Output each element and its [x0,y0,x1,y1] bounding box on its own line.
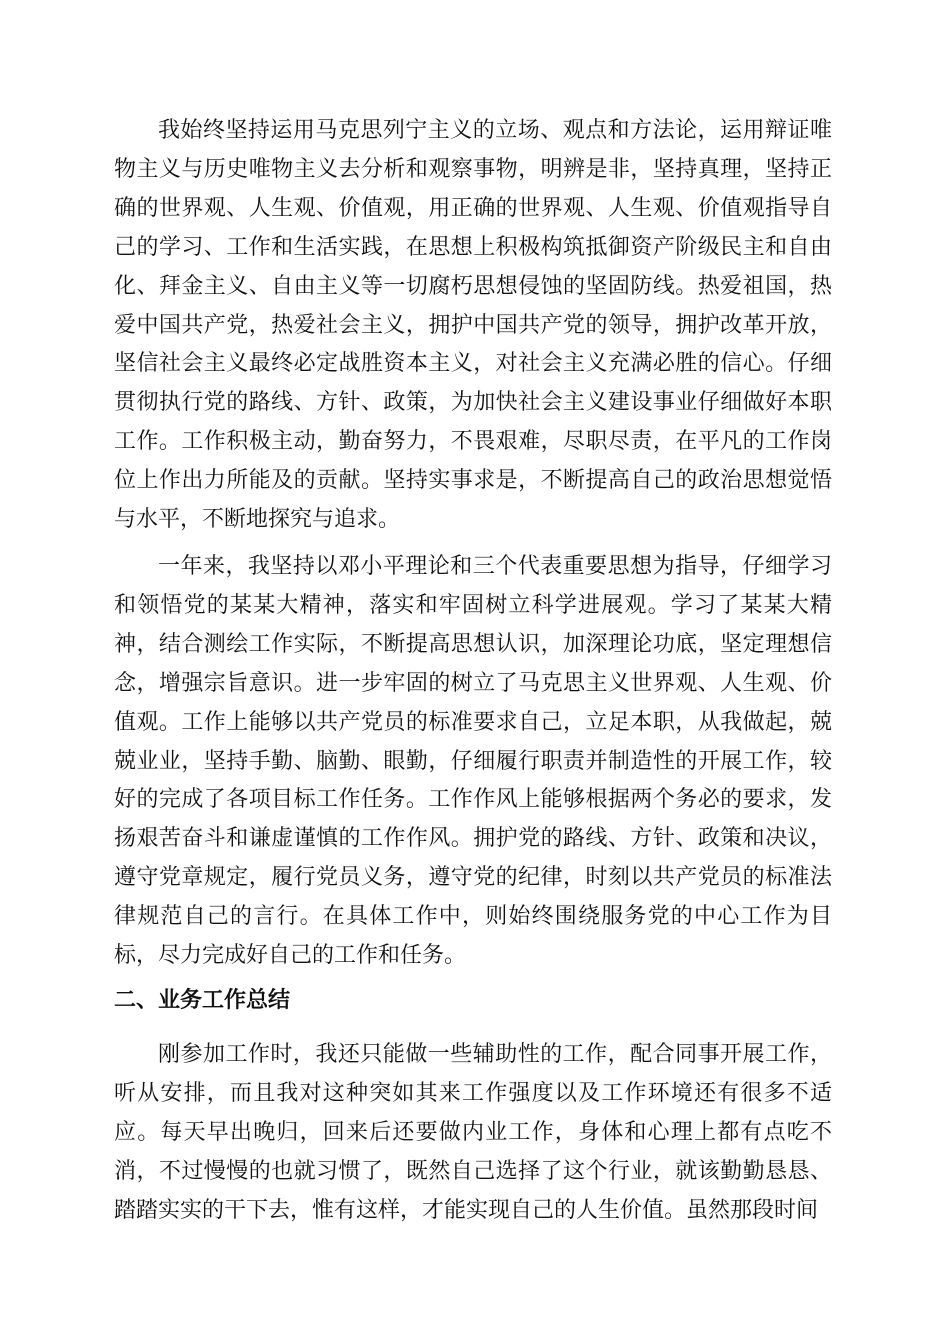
body-paragraph: 一年来，我坚持以邓小平理论和三个代表重要思想为指导，仔细学习和领悟党的某某大精神，落实和牢固树立科学进展观。学习了某某大精神，结合测绘工作实际，不断提高思想认识，加深理论功底，坚定理想信念，增强宗旨意识。进一步牢固的树立了马克思主义世界观、人生观、价值观。工作上能够以共产党员的标准要求自己，立足本职，从我做起，兢兢业业，坚持手勤、脑勤、眼勤，仔细履行职责并制造性的开展工作，较好的完成了各项目标工作任务。工作作风上能够根据两个务必的要求，发扬艰苦奋斗和谦虚谨慎的工作作风。拥护党的路线、方针、政策和决议，遵守党章规定，履行党员义务，遵守党的纪律，时刻以共产党员的标准法律规范自己的言行。在具体工作中，则始终围绕服务党的中心工作为目标，尽力完成好自己的工作和任务。 [114,554,832,969]
body-paragraph: 刚参加工作时，我还只能做一些辅助性的工作，配合同事开展工作，听从安排，而且我对这种突如其来工作强度以及工作环境还有很多不适应。每天早出晚归，回来后还要做内业工作，身体和心理上都有点吃不消，不过慢慢的也就习惯了，既然自己选择了这个行业，就该勤勤恳恳、踏踏实实的干下去，惟有这样，才能实现自己的人生价值。虽然那段时间 [114,1042,832,1223]
section-heading: 二、业务工作总结 [114,988,291,1013]
body-paragraph: 我始终坚持运用马克思列宁主义的立场、观点和方法论，运用辩证唯物主义与历史唯物主义去分析和观察事物，明辨是非，坚持真理，坚持正确的世界观、人生观、价值观，用正确的世界观、人生观、价值观指导自己的学习、工作和生活实践，在思想上积极构筑抵御资产阶级民主和自由化、拜金主义、自由主义等一切腐朽思想侵蚀的坚固防线。热爱祖国，热爱中国共产党，热爱社会主义，拥护中国共产党的领导，拥护改革开放，坚信社会主义最终必定战胜资本主义，对社会主义充满必胜的信心。仔细贯彻执行党的路线、方针、政策，为加快社会主义建设事业仔细做好本职工作。工作积极主动，勤奋努力，不畏艰难，尽职尽责，在平凡的工作岗位上作出力所能及的贡献。坚持实事求是，不断提高自己的政治思想觉悟与水平，不断地探究与追求。 [114,118,832,533]
